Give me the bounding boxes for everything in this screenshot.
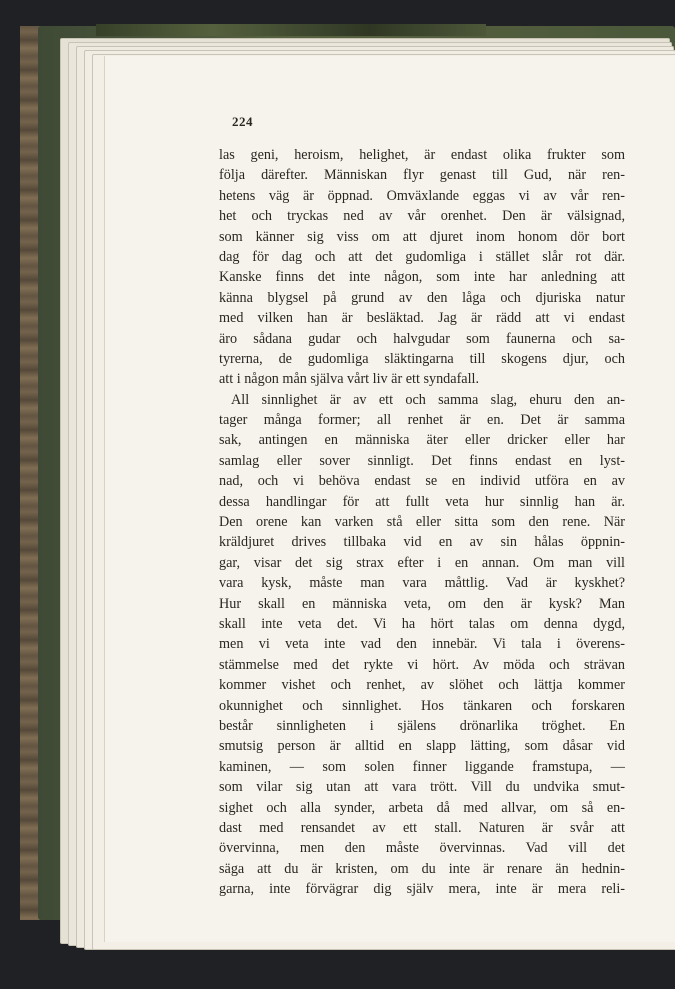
text-line: följa därefter. Människan flyr genast till Gud, när ren- bbox=[219, 167, 625, 184]
text-line: All sinnlighet är av ett och samma slag, ehuru den an- bbox=[231, 391, 625, 408]
text-line: som vilar sig utan att vara trött. Vill du undvika smut- bbox=[219, 779, 625, 796]
text-line: men vi veta inte vad den innebär. Vi tala i överens- bbox=[219, 636, 625, 653]
text-line: sak, antingen en människa äter eller dricker eller har bbox=[219, 432, 625, 449]
text-line: Kanske finns det inte någon, som inte har anledning att bbox=[219, 269, 625, 286]
text-line: las geni, heroism, helighet, är endast olika frukter som bbox=[219, 147, 625, 163]
text-line: het och tryckas ned av vår orenhet. Den är välsignad, bbox=[219, 208, 625, 225]
text-line: består sinnligheten i själens drönarlika tröghet. En bbox=[219, 717, 625, 734]
text-line: Den orene kan varken stå eller sitta som den rene. När bbox=[219, 514, 625, 531]
text-line: säga att du är kristen, om du inte är renare än hednin- bbox=[219, 860, 625, 877]
text-line: okunnighet och sinnlighet. Hos tänkaren och forskaren bbox=[219, 697, 625, 714]
text-line: kommer vishet och renhet, av slöhet och lättja kommer bbox=[219, 677, 625, 694]
text-line: nad, och vi behöva endast se en individ utföra en av bbox=[219, 473, 625, 490]
text-line: vara kysk, måste man vara måttlig. Vad är kyskhet? bbox=[219, 575, 625, 592]
text-line: gar, visar det sig strax efter i en annan. Om man vill bbox=[219, 554, 625, 571]
text-line: att i någon mån själva vårt liv är ett syndafall. bbox=[219, 371, 480, 388]
text-line: tyrerna, de gudomliga släktingarna till skogens djur, och bbox=[219, 350, 625, 367]
text-line: övervinna, men den måste övervinnas. Vad vill det bbox=[219, 840, 625, 857]
page-body-text bbox=[219, 145, 625, 899]
text-line: känna blygsel på grund av den låga och djuriska natur bbox=[219, 289, 625, 306]
text-line: dessa handlingar för att fullt veta hur sinnlig han är. bbox=[219, 493, 625, 510]
text-line: som känner sig viss om att djuret inom honom dör bort bbox=[219, 228, 625, 245]
text-line: dast med rensandet av ett stall. Naturen är svår att bbox=[219, 819, 625, 836]
text-line: samlag eller sover sinnligt. Det finns endast en lyst- bbox=[219, 452, 625, 469]
text-line: med vilken han är besläktad. Jag är rädd att vi endast bbox=[219, 310, 625, 327]
text-line: kaminen, — som solen finner liggande framstupa, — bbox=[219, 758, 625, 775]
text-line: smutsig person är alltid en slapp lätting, som dåsar vid bbox=[219, 738, 625, 755]
text-line: tager många former; all renhet är en. Det är samma bbox=[219, 412, 625, 429]
text-line: äro sådana gudar och halvgudar som faunerna och sa- bbox=[219, 330, 625, 347]
book-top-edge bbox=[96, 24, 486, 36]
text-line: Hur skall en människa veta, om den är kysk? Man bbox=[219, 595, 625, 612]
text-line: dag för dag och att det gudomliga i stället slår rot där. bbox=[219, 248, 625, 265]
text-line: skall inte veta det. Vi ha hört talas om denna dygd, bbox=[219, 615, 625, 632]
text-line: stämmelse med det rykte vi hört. Av möda och strävan bbox=[219, 656, 625, 673]
text-line: kräldjuret drives tillbaka vid en av sin hålas öppnin- bbox=[219, 534, 625, 551]
text-line: hetens väg är öppnad. Omväxlande eggas vi av vår ren- bbox=[219, 187, 625, 204]
text-line: sighet och alla synder, arbeta då med allvar, om så en- bbox=[219, 799, 625, 816]
text-line: garna, inte förvägrar dig själv mera, inte är mera reli- bbox=[219, 881, 625, 898]
page-number: 224 bbox=[232, 114, 253, 129]
